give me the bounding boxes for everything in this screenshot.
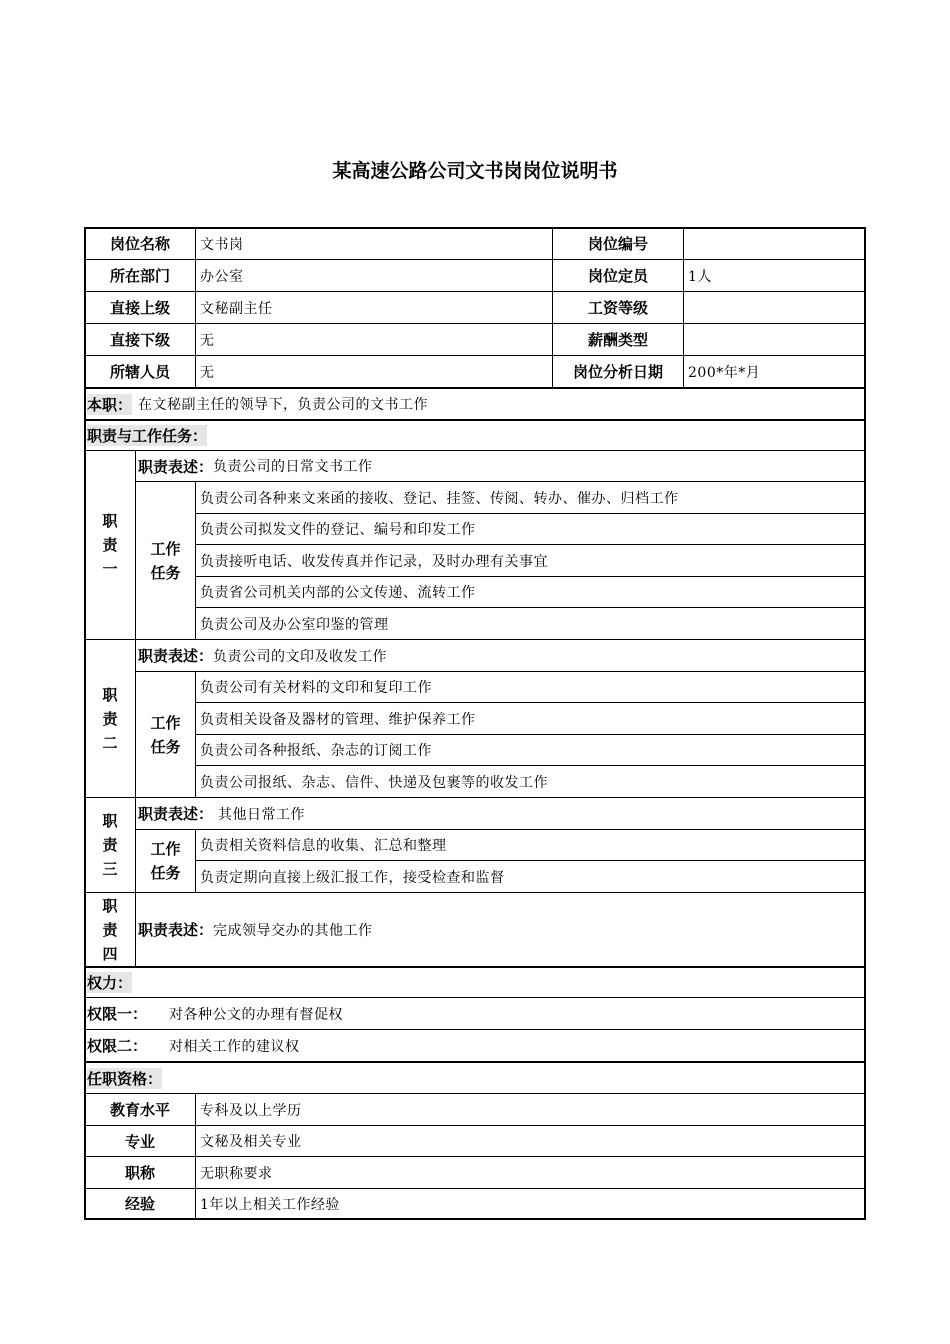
duty1-desc-label: 职责表述：: [138, 457, 214, 476]
power-item-label: 权限二：: [87, 1037, 148, 1055]
duty2-desc-row: [135, 639, 866, 672]
duty4-desc-text: 完成领导交办的其他工作: [213, 922, 373, 939]
qualification-value-major: 文秘及相关专业: [195, 1125, 866, 1157]
label-position-name: 岗位名称: [84, 227, 196, 260]
value-pay-type: [683, 323, 866, 356]
label-direct-subordinate: 直接下级: [84, 323, 196, 356]
duty1-task: 负责接听电话、收发传真并作记录，及时办理有关事宜: [195, 544, 866, 577]
value-direct-subordinate: 无: [195, 323, 553, 356]
duty2-desc-label: 职责表述：: [138, 647, 214, 665]
duty4-desc-row: [135, 892, 866, 967]
duty3-task: 负责相关资料信息的收集、汇总和整理: [195, 829, 866, 861]
duty3-desc-label: 职责表述：: [138, 805, 214, 823]
value-department: 办公室: [195, 259, 553, 292]
value-staff-managed: 无: [195, 355, 553, 388]
label-salary-grade: 工资等级: [552, 291, 684, 324]
job-summary-row: [84, 387, 866, 420]
duty1-desc-row: [135, 450, 866, 482]
power-item-text: 对相关工作的建议权: [169, 1038, 300, 1055]
duties-header: 职责与工作任务：: [87, 427, 208, 445]
duty3-task: 负责定期向直接上级汇报工作，接受检查和监督: [195, 860, 866, 893]
power-item-row: [84, 997, 866, 1030]
duty2-task: 负责公司报纸、杂志、信件、快递及包裹等的收发工作: [195, 765, 866, 798]
duty1-task-label: 工作任务: [135, 481, 196, 640]
label-pay-type: 薪酬类型: [552, 323, 684, 356]
qualification-label-title: 职称: [84, 1156, 196, 1189]
qualification-label-experience: 经验: [84, 1188, 196, 1220]
label-department: 所在部门: [84, 259, 196, 292]
duty1-desc-text: 负责公司的日常文书工作: [213, 459, 373, 475]
duty4-desc-label: 职责表述：: [138, 921, 214, 939]
power-item-label: 权限一：: [87, 1005, 148, 1023]
qualification-value-experience: 1年以上相关工作经验: [195, 1188, 866, 1220]
duty3-desc-text: 其他日常工作: [213, 806, 305, 823]
label-staff-managed: 所辖人员: [84, 355, 196, 388]
duty4-label: 职责四: [84, 892, 136, 967]
value-position-code: [683, 227, 866, 260]
duty2-desc-text: 负责公司的文印及收发工作: [213, 648, 388, 665]
value-salary-grade: [683, 291, 866, 324]
label-headcount: 岗位定员: [552, 259, 684, 292]
qualification-value-title: 无职称要求: [195, 1156, 866, 1189]
value-direct-superior: 文秘副主任: [195, 291, 553, 324]
qualification-header-row: [84, 1061, 866, 1094]
power-header: 权力：: [87, 974, 133, 992]
job-summary-text: 在文秘副主任的领导下，负责公司的文书工作: [138, 397, 429, 413]
value-position-name: 文书岗: [195, 227, 553, 260]
duty2-task: 负责公司有关材料的文印和复印工作: [195, 671, 866, 703]
power-item-row: [84, 1029, 866, 1062]
label-analysis-date: 岗位分析日期: [552, 355, 684, 388]
qualification-label-education: 教育水平: [84, 1093, 196, 1126]
duties-header-row: [84, 419, 866, 451]
duty1-task: 负责公司各种来文来函的接收、登记、挂签、传阅、转办、催办、归档工作: [195, 481, 866, 514]
qualification-label-major: 专业: [84, 1125, 196, 1157]
job-summary-label: 本职：: [87, 395, 133, 414]
duty3-desc-row: [135, 797, 866, 830]
label-position-code: 岗位编号: [552, 227, 684, 260]
duty1-task: 负责公司及办公室印鉴的管理: [195, 607, 866, 640]
duty2-task: 负责公司各种报纸、杂志的订阅工作: [195, 734, 866, 766]
duty2-task: 负责相关设备及器材的管理、维护保养工作: [195, 702, 866, 735]
duty1-label: 职责一: [84, 450, 136, 640]
duty1-task: 负责省公司机关内部的公文传递、流转工作: [195, 576, 866, 608]
document-title: 某高速公路公司文书岗岗位说明书: [332, 160, 618, 182]
qualification-value-education: 专科及以上学历: [195, 1093, 866, 1126]
duty3-task-label: 工作任务: [135, 829, 196, 893]
qualification-header: 任职资格：: [87, 1069, 163, 1088]
duty2-task-label: 工作任务: [135, 671, 196, 798]
duty2-label: 职责二: [84, 639, 136, 798]
duty3-label: 职责三: [84, 797, 136, 893]
power-item-text: 对各种公文的办理有督促权: [169, 1006, 344, 1023]
value-analysis-date: 200*年*月: [683, 355, 866, 388]
value-headcount: 1人: [683, 259, 866, 292]
duty1-task: 负责公司拟发文件的登记、编号和印发工作: [195, 513, 866, 545]
label-direct-superior: 直接上级: [84, 291, 196, 324]
power-header-row: [84, 966, 866, 998]
